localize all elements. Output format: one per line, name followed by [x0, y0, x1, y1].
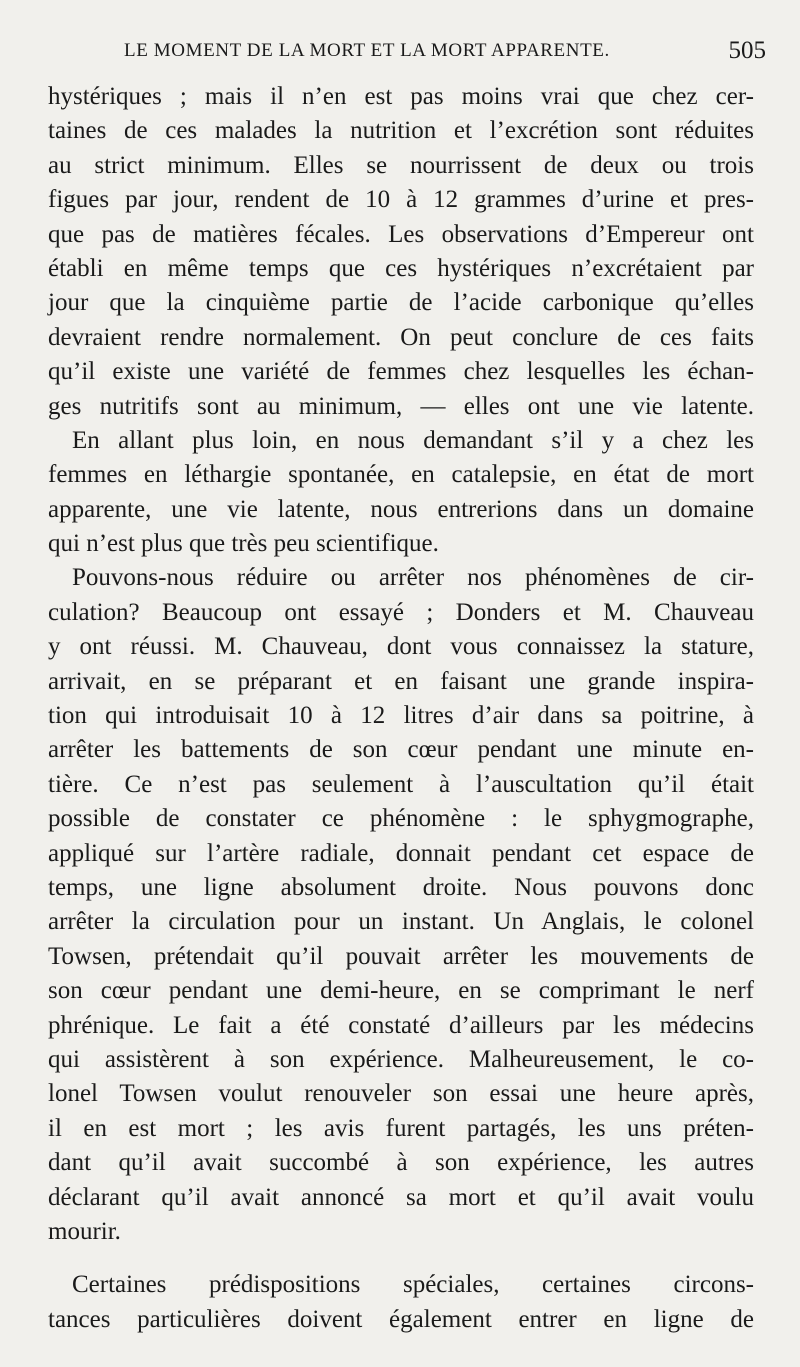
text-line: temps, une ligne absolument droite. Nous pouvons donc [48, 873, 754, 901]
text-line: tances particulières doivent également entrer en ligne de [48, 1305, 754, 1333]
text-line: établi en même temps que ces hystériques n’excrétaient par [48, 254, 754, 282]
text-line: taines de ces malades la nutrition et l’excrétion sont réduites [48, 117, 754, 145]
text-line: appliqué sur l’artère radiale, donnait pendant cet espace de [48, 839, 754, 867]
text-line: Towsen, prétendait qu’il pouvait arrêter les mouvements de [48, 942, 754, 970]
text-line: au strict minimum. Elles se nourrissent de deux ou trois [48, 151, 754, 179]
text-line: mourir. [48, 1217, 121, 1245]
text-line: arrêter les battements de son cœur pendant une minute en- [48, 736, 754, 764]
text-line: Certaines prédispositions spéciales, certaines circons- [72, 1271, 754, 1299]
text-line: arrivait, en se préparant et en faisant une grande inspira- [48, 667, 754, 695]
paragraph [48, 561, 754, 1249]
page-number: 505 [728, 37, 766, 64]
text-line: possible de constater ce phénomène : le sphygmographe, [48, 805, 754, 833]
text-line: que pas de matières fécales. Les observations d’Empereur ont [48, 220, 754, 248]
text-line: dant qu’il avait succombé à son expérience, les autres [48, 1149, 754, 1177]
text-line: apparente, une vie latente, nous entrerions dans un domaine [48, 495, 754, 523]
text-line: tière. Ce n’est pas seulement à l’auscultation qu’il était [48, 770, 754, 798]
paragraph [48, 424, 754, 562]
text-line: qui n’est plus que très peu scientifique. [48, 530, 439, 558]
text-line: tion qui introduisait 10 à 12 litres d’air dans sa poitrine, à [48, 702, 754, 730]
running-title: LE MOMENT DE LA MORT ET LA MORT APPARENTE. [124, 40, 610, 61]
text-line: figues par jour, rendent de 10 à 12 grammes d’urine et pres- [48, 186, 754, 214]
paragraph [48, 80, 754, 424]
paragraph-gap [48, 1249, 754, 1268]
paragraph [48, 1268, 754, 1337]
text-line: phrénique. Le fait a été constaté d’ailleurs par les médecins [48, 1011, 754, 1039]
running-head [48, 37, 766, 72]
text-line: devraient rendre normalement. On peut conclure de ces faits [48, 323, 754, 351]
text-line: En allant plus loin, en nous demandant s’il y a chez les [72, 426, 754, 454]
text-line: qu’il existe une variété de femmes chez lesquelles les échan- [48, 358, 754, 386]
body-text [48, 80, 754, 1337]
text-line: qui assistèrent à son expérience. Malheureusement, le co- [48, 1045, 754, 1073]
text-line: culation? Beaucoup ont essayé ; Donders et M. Chauveau [48, 598, 754, 626]
text-line: il en est mort ; les avis furent partagés, les uns préten- [48, 1114, 754, 1142]
text-line: son cœur pendant une demi-heure, en se comprimant le nerf [48, 977, 754, 1005]
text-line: lonel Towsen voulut renouveler son essai une heure après, [48, 1080, 754, 1108]
text-line: arrêter la circulation pour un instant. Un Anglais, le colonel [48, 908, 754, 936]
text-line: y ont réussi. M. Chauveau, dont vous connaissez la stature, [48, 633, 754, 661]
text-line: déclarant qu’il avait annoncé sa mort et qu’il avait voulu [48, 1183, 754, 1211]
text-line: Pouvons-nous réduire ou arrêter nos phénomènes de cir- [72, 564, 754, 592]
text-line: femmes en léthargie spontanée, en catalepsie, en état de mort [48, 461, 754, 489]
text-line: ges nutritifs sont au minimum, — elles ont une vie latente. [48, 392, 754, 420]
text-line: jour que la cinquième partie de l’acide carbonique qu’elles [48, 289, 754, 317]
text-line: hystériques ; mais il n’en est pas moins vrai que chez cer- [48, 83, 754, 110]
